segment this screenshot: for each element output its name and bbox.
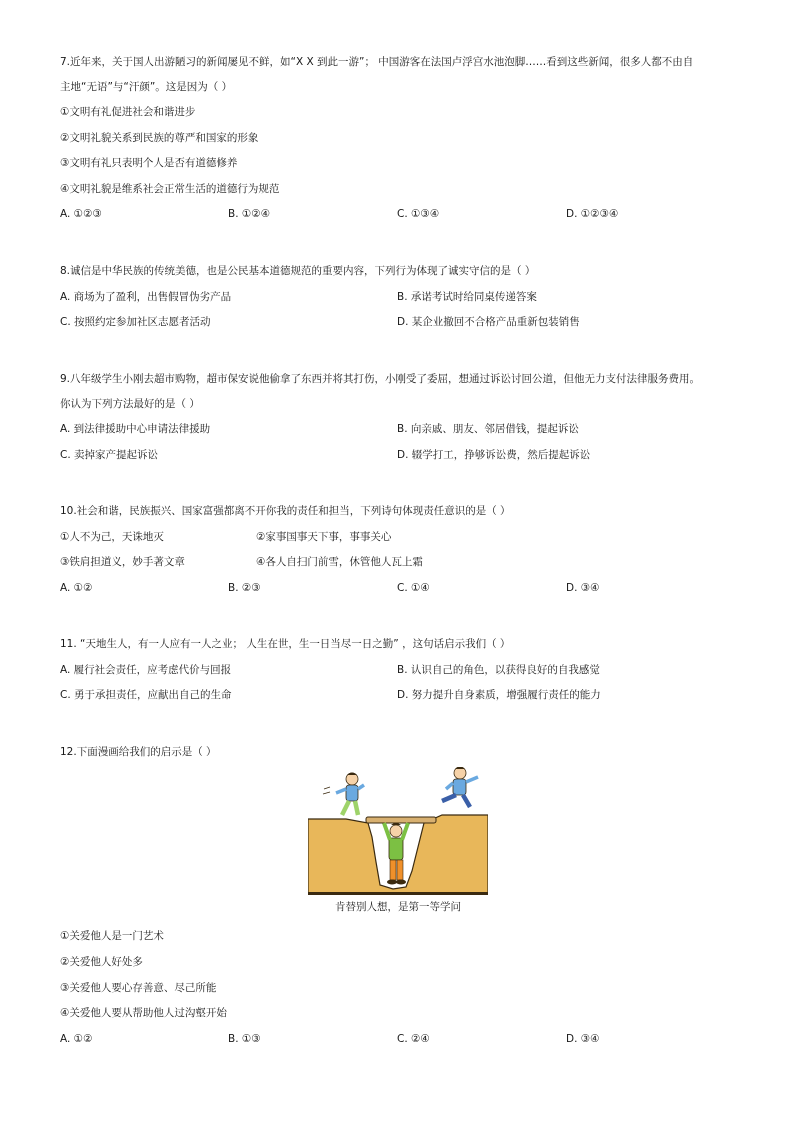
q10-stem: 10.社会和谐，民族振兴、国家富强都离不开你我的责任和担当，下列诗句体现责任意识的是（ ） [60, 505, 511, 517]
q12-statement-2: ②关爱他人好处多 [60, 956, 143, 968]
q10-statement-4: ④各人自扫门前雪，休管他人瓦上霜 [256, 556, 423, 568]
q7-statement-4: ④文明礼貌是维系社会正常生活的道德行为规范 [60, 183, 280, 195]
q9-option-c[interactable]: C. 卖掉家产提起诉讼 [60, 449, 159, 461]
q8-option-b[interactable]: B. 承诺考试时给同桌传递答案 [397, 291, 537, 303]
q10-option-c[interactable]: C. ①④ [397, 582, 430, 594]
cartoon-caption: 肯替别人想，是第一等学问 [335, 901, 461, 913]
q12-statement-1: ①关爱他人是一门艺术 [60, 930, 164, 942]
q7-option-c[interactable]: C. ①③④ [397, 208, 440, 220]
q7-statement-1: ①文明有礼促进社会和谐进步 [60, 106, 196, 118]
q11-option-b[interactable]: B. 认识自己的角色，以获得良好的自我感觉 [397, 664, 600, 676]
cartoon-illustration [308, 767, 488, 895]
q12-stem: 12.下面漫画给我们的启示是（ ） [60, 746, 217, 758]
q9-option-a[interactable]: A. 到法律援助中心申请法律援助 [60, 423, 211, 435]
q7-option-a[interactable]: A. ①②③ [60, 208, 102, 220]
q10-option-a[interactable]: A. ①② [60, 582, 93, 594]
q8-option-a[interactable]: A. 商场为了盈利，出售假冒伪劣产品 [60, 291, 232, 303]
q10-option-d[interactable]: D. ③④ [566, 582, 600, 594]
q12-option-d[interactable]: D. ③④ [566, 1033, 600, 1045]
q10-statement-1: ①人不为己，天诛地灭 [60, 531, 164, 543]
wooden-board [366, 817, 436, 823]
q12-option-a[interactable]: A. ①② [60, 1033, 93, 1045]
q9-option-b[interactable]: B. 向亲戚、朋友、邻居借钱，提起诉讼 [397, 423, 579, 435]
q11-stem: 11. “天地生人，有一人应有一人之业； 人生在世，生一日当尽一日之勤” ，这句话启示我们（ ） [60, 638, 511, 650]
q10-statement-3: ③铁肩担道义，妙手著文章 [60, 556, 185, 568]
helper-person [384, 823, 408, 885]
q9-option-d[interactable]: D. 辍学打工，挣够诉讼费，然后提起诉讼 [397, 449, 591, 461]
q8-option-c[interactable]: C. 按照约定参加社区志愿者活动 [60, 316, 211, 328]
right-jumper-person [442, 767, 478, 807]
q9-stem-line2: 你认为下列方法最好的是（ ） [60, 398, 200, 410]
q7-statement-3: ③文明有礼只表明个人是否有道德修养 [60, 157, 238, 169]
q7-statement-2: ②文明礼貌关系到民族的尊严和国家的形象 [60, 132, 259, 144]
q7-stem-line2: 主地“无语”与“汗颜”。这是因为（ ） [60, 81, 233, 93]
q12-statement-3: ③关爱他人要心存善意、尽己所能 [60, 982, 217, 994]
left-runner-person [323, 773, 364, 816]
q12-option-b[interactable]: B. ①③ [228, 1033, 261, 1045]
q11-option-a[interactable]: A. 履行社会责任，应考虑代价与回报 [60, 664, 232, 676]
q7-option-b[interactable]: B. ①②④ [228, 208, 271, 220]
q9-stem-line1: 9.八年级学生小刚去超市购物，超市保安说他偷拿了东西并将其打伤，小刚受了委屈，想通过诉讼讨回公道，但他无力支付法律服务费用。 [60, 373, 701, 385]
q12-option-c[interactable]: C. ②④ [397, 1033, 430, 1045]
q11-option-d[interactable]: D. 努力提升自身素质，增强履行责任的能力 [397, 689, 601, 701]
q7-stem-line1: 7.近年来，关于国人出游陋习的新闻屡见不鲜，如“X X 到此一游”； 中国游客在法国卢浮宫水池泡脚……看到这些新闻，很多人都不由自 [60, 56, 694, 68]
q10-statement-2: ②家事国事天下事，事事关心 [256, 531, 392, 543]
q8-option-d[interactable]: D. 某企业撤回不合格产品重新包装销售 [397, 316, 580, 328]
q8-stem: 8.诚信是中华民族的传统美德，也是公民基本道德规范的重要内容，下列行为体现了诚实守信的是（ ） [60, 265, 536, 277]
q11-option-c[interactable]: C. 勇于承担责任，应献出自己的生命 [60, 689, 232, 701]
q12-statement-4: ④关爱他人要从帮助他人过沟壑开始 [60, 1007, 227, 1019]
q10-option-b[interactable]: B. ②③ [228, 582, 261, 594]
q7-option-d[interactable]: D. ①②③④ [566, 208, 619, 220]
